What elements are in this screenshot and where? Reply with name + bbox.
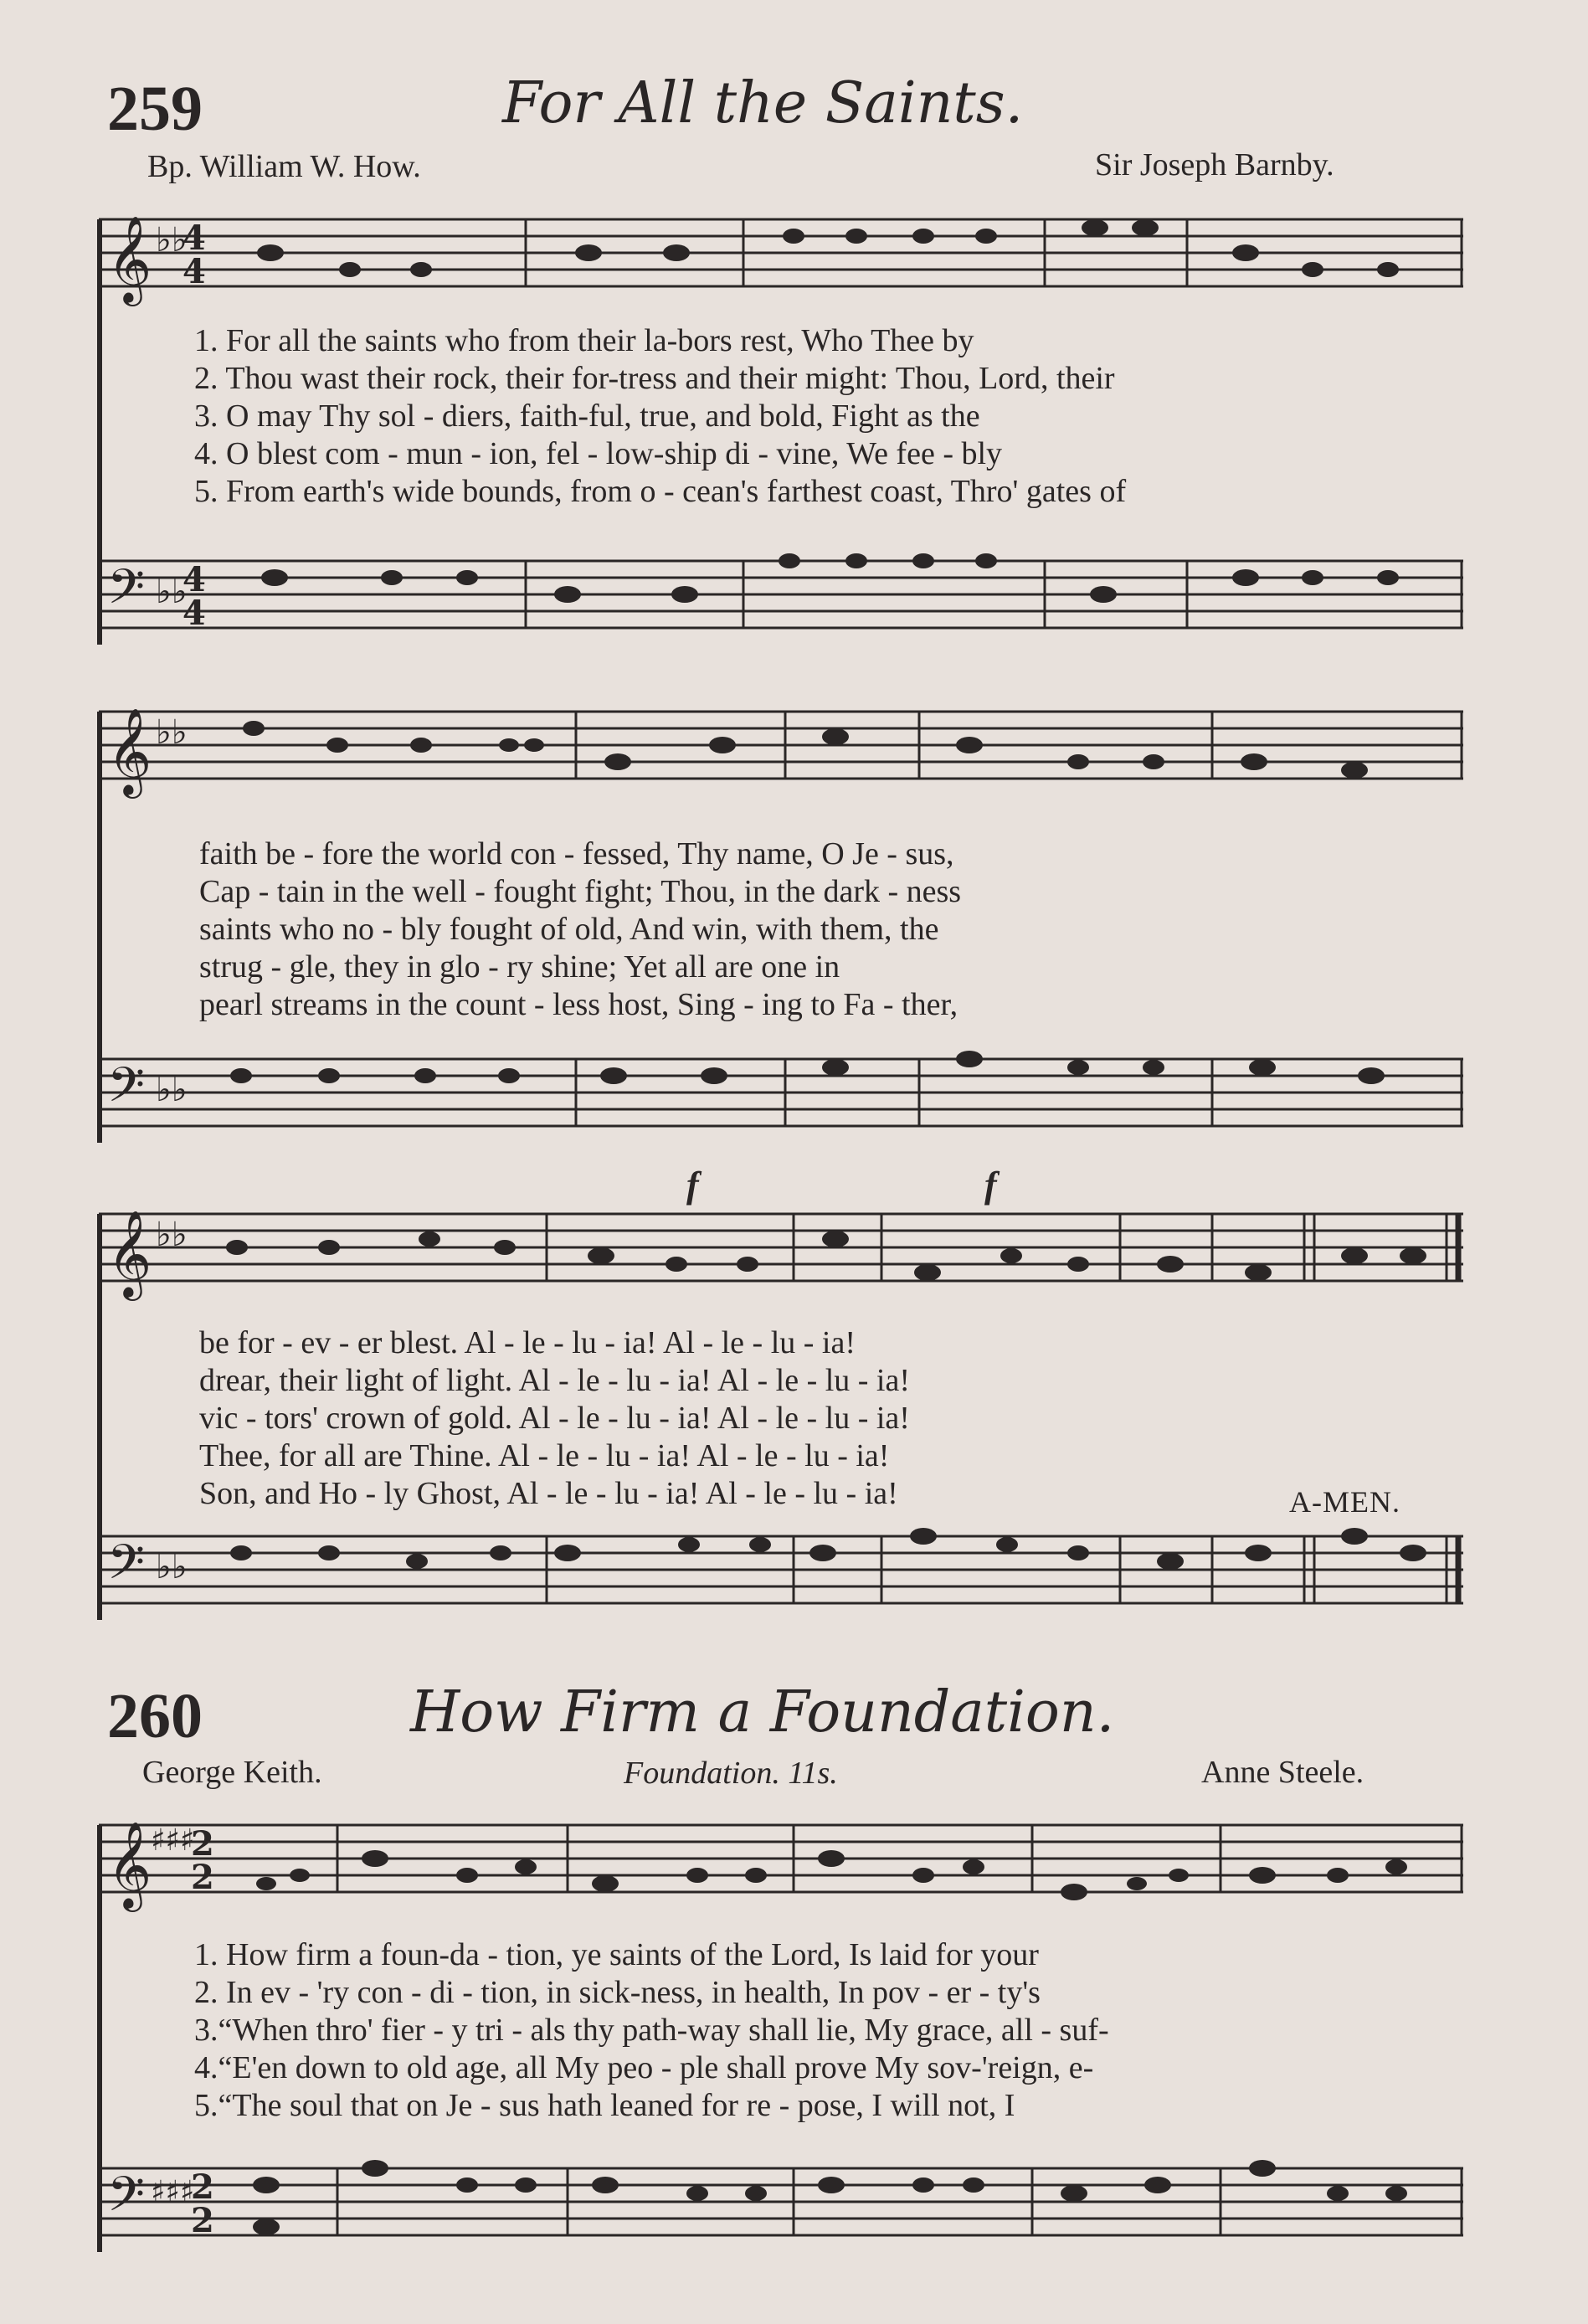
lyrics-block	[194, 1936, 1109, 2125]
treble-staff	[99, 703, 1463, 804]
svg-text:𝄢: 𝄢	[107, 1534, 146, 1602]
treble-staff	[99, 1206, 1463, 1306]
svg-text:𝄢: 𝄢	[107, 2166, 146, 2234]
lyric-line: Thee, for all are Thine. Al - le - lu - ia! Al - le - lu - ia!	[199, 1438, 890, 1473]
lyric-line: pearl streams in the count - less host, Sing - ing to Fa - ther,	[199, 987, 958, 1022]
lyric-line: saints who no - bly fought of old, And win, with them, the	[199, 912, 939, 947]
svg-text:2: 2	[191, 2201, 214, 2240]
amen-label: A-MEN.	[1289, 1485, 1400, 1519]
treble-staff	[99, 211, 1463, 311]
svg-text:4: 4	[182, 594, 206, 633]
lyric-line: Son, and Ho - ly Ghost, Al - le - lu - ia! Al - le - lu - ia!	[199, 1476, 898, 1511]
svg-text:2: 2	[191, 1824, 214, 1864]
dynamic-forte: f	[686, 1165, 699, 1206]
svg-text:♯♯♯: ♯♯♯	[151, 1823, 195, 1858]
svg-text:2: 2	[191, 2167, 214, 2207]
system-bracket	[97, 219, 102, 645]
svg-text:4: 4	[182, 560, 206, 599]
hymn-title: How Firm a Foundation.	[410, 1679, 1115, 1746]
bass-staff	[99, 2160, 1463, 2260]
lyric-line: 4.“E'en down to old age, all My peo - ple shall prove My sov-'reign, e-	[194, 2050, 1094, 2085]
hymn-number: 260	[107, 1681, 203, 1751]
svg-text:𝄞: 𝄞	[107, 1821, 152, 1909]
svg-text:♭♭: ♭♭	[156, 1548, 188, 1586]
treble-staff	[99, 1817, 1463, 1917]
svg-text:4: 4	[182, 252, 206, 291]
lyric-line: 3. O may Thy sol - diers, faith-ful, true, and bold, Fight as the	[194, 398, 980, 434]
svg-text:♭♭: ♭♭	[156, 1071, 188, 1109]
svg-text:♭♭: ♭♭	[156, 221, 188, 260]
lyrics-block	[199, 1324, 910, 1513]
svg-text:♭♭: ♭♭	[156, 1216, 188, 1254]
hymn-title: For All the Saints.	[502, 70, 1024, 136]
svg-text:2: 2	[191, 1858, 214, 1897]
lyric-line: vic - tors' crown of gold. Al - le - lu - ia! Al - le - lu - ia!	[199, 1401, 910, 1436]
hymn-number: 259	[107, 74, 203, 144]
hymn-author: George Keith.	[142, 1755, 322, 1790]
lyric-line: faith be - fore the world con - fessed, Thy name, O Je - sus,	[199, 836, 954, 872]
system-bracket	[97, 1214, 102, 1620]
bass-staff	[99, 1528, 1463, 1628]
svg-text:𝄞: 𝄞	[107, 1210, 152, 1298]
lyric-line: be for - ev - er blest. Al - le - lu - ia! Al - le - lu - ia!	[199, 1325, 856, 1360]
svg-text:𝄢: 𝄢	[107, 1057, 146, 1125]
lyric-line: 2. Thou wast their rock, their for-tress and their might: Thou, Lord, their	[194, 361, 1115, 396]
lyric-line: 1. How firm a foun-da - tion, ye saints of the Lord, Is laid for your	[194, 1937, 1039, 1972]
lyrics-block	[194, 322, 1126, 511]
system-bracket	[97, 712, 102, 1143]
lyric-line: 5. From earth's wide bounds, from o - cean's farthest coast, Thro' gates of	[194, 474, 1127, 509]
lyric-line: 1. For all the saints who from their la-bors rest, Who Thee by	[194, 323, 974, 358]
lyric-line: 5.“The soul that on Je - sus hath leaned for re - pose, I will not, I	[194, 2088, 1015, 2123]
svg-text:𝄞: 𝄞	[107, 707, 152, 795]
bass-staff	[99, 553, 1463, 653]
bass-staff	[99, 1051, 1463, 1151]
svg-text:♭♭: ♭♭	[156, 573, 188, 611]
svg-text:4: 4	[182, 219, 206, 258]
hymn-composer: Sir Joseph Barnby.	[1095, 147, 1334, 183]
lyric-line: Cap - tain in the well - fought fight; Thou, in the dark - ness	[199, 874, 962, 909]
svg-text:𝄢: 𝄢	[107, 558, 146, 627]
hymn-author: Bp. William W. How.	[147, 149, 421, 184]
svg-text:𝄞: 𝄞	[107, 215, 152, 303]
svg-text:♯♯♯: ♯♯♯	[151, 2175, 195, 2209]
dynamic-forte: f	[984, 1165, 997, 1206]
lyric-line: 2. In ev - 'ry con - di - tion, in sick-ness, in health, In pov - er - ty's	[194, 1975, 1041, 2010]
hymn-composer: Anne Steele.	[1201, 1755, 1364, 1790]
system-bracket	[97, 1825, 102, 2252]
svg-text:♭♭: ♭♭	[156, 713, 188, 752]
lyric-line: strug - gle, they in glo - ry shine; Yet all are one in	[199, 949, 840, 985]
lyric-line: drear, their light of light. Al - le - lu - ia! Al - le - lu - ia!	[199, 1363, 911, 1398]
tune-name: Foundation. 11s.	[624, 1756, 838, 1791]
lyrics-block	[199, 836, 961, 1024]
lyric-line: 4. O blest com - mun - ion, fel - low-ship di - vine, We fee - bly	[194, 436, 1003, 471]
lyric-line: 3.“When thro' fier - y tri - als thy path-way shall lie, My grace, all - suf-	[194, 2013, 1109, 2048]
